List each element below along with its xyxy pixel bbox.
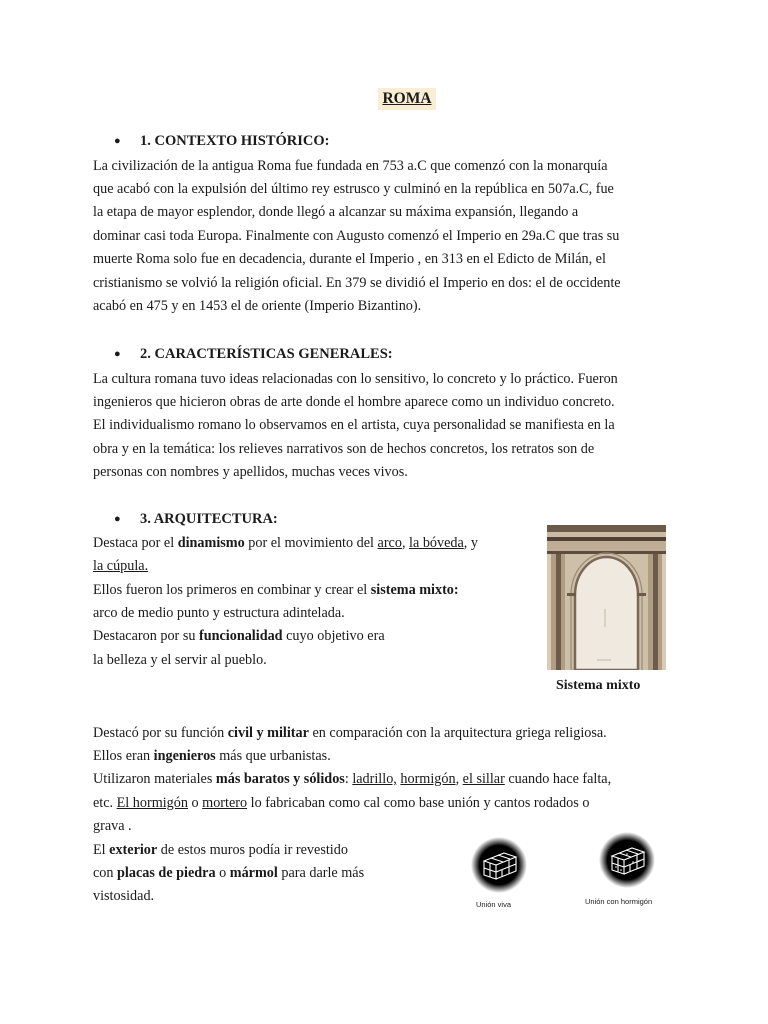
section-heading-contexto: ● 1. CONTEXTO HISTÓRICO: [114, 133, 330, 149]
text-run: etc. [93, 795, 117, 811]
paragraph-line: obra y en la temática: los relieves narrativos son de hechos concretos, los retratos son de [93, 441, 595, 457]
brick-wall-icon [471, 837, 527, 893]
paragraph-line [93, 771, 611, 788]
bold-term: funcionalidad [198, 628, 283, 644]
paragraph-line: muerte Roma solo fue en decadencia, durante el Imperio , en 313 en el Edicto de Milán, el [93, 251, 606, 267]
paragraph-line: dominar casi toda Europa. Finalmente con Augusto comenzó el Imperio en 29a.C que tras su [93, 228, 620, 244]
paragraph-line [93, 535, 478, 552]
bold-term: ingenieros [153, 748, 216, 764]
text-run: arco de medio punto y estructura adintelada. [93, 605, 345, 621]
text-run: por el movimiento del [244, 535, 378, 551]
paragraph-line: la etapa de mayor esplendor, donde llegó a alcanzar su máxima expansión, llegando a [93, 204, 579, 220]
paragraph-line: cristianismo se volvió la religión oficial. En 379 se dividió el Imperio en dos: el de occidente [93, 275, 621, 291]
bullet-icon: ● [114, 135, 121, 147]
underlined-term: hormigón [400, 771, 456, 787]
bullet-icon: ● [114, 348, 121, 360]
figure-caption: Sistema mixto [556, 678, 641, 693]
bold-term: más baratos y sólidos [215, 771, 345, 787]
paragraph-line [93, 725, 607, 742]
paragraph-line [93, 748, 331, 765]
paragraph-line: acabó en 475 y en 1453 el de oriente (Imperio Bizantino). [93, 298, 422, 314]
paragraph-line [93, 628, 385, 645]
paragraph-line [93, 842, 348, 859]
brick-wall-concrete-icon [599, 832, 655, 888]
text-run: para darle más [277, 865, 365, 881]
paragraph-line [93, 795, 589, 812]
figure-caption: Unión con hormigón [585, 897, 653, 906]
text-run: : [344, 771, 353, 787]
text-run: o [187, 795, 203, 811]
text-run: en comparación con la arquitectura griega religiosa. [308, 725, 607, 741]
page-title: ROMA [378, 88, 436, 110]
underlined-term: la cúpula. [93, 558, 149, 574]
text-run: El [93, 842, 110, 858]
paragraph-line: La civilización de la antigua Roma fue fundada en 753 a.C que comenzó con la monarquía [93, 158, 608, 174]
text-run: , [455, 771, 463, 787]
underlined-term: arco [377, 535, 402, 551]
sistema-mixto-image [547, 525, 666, 670]
text-run: de estos muros podía ir revestido [157, 842, 348, 858]
text-run: , [401, 535, 410, 551]
bold-term: mármol [229, 865, 278, 881]
text-run: Ellos eran [93, 748, 154, 764]
paragraph-line [93, 605, 345, 622]
paragraph-line [93, 888, 154, 905]
bold-term: sistema mixto: [370, 582, 459, 598]
bold-term: exterior [109, 842, 158, 858]
text-run: Destaca por el [93, 535, 178, 551]
paragraph-line: La cultura romana tuvo ideas relacionadas con lo sensitivo, lo concreto y lo práctico. Fueron [93, 371, 618, 387]
text-run: Utilizaron materiales [93, 771, 216, 787]
paragraph-line [93, 818, 132, 835]
paragraph-line: El individualismo romano lo observamos en el artista, cuya personalidad se manifiesta en la [93, 417, 615, 433]
paragraph-line [93, 582, 459, 599]
paragraph-line [93, 558, 148, 575]
text-run: grava . [93, 818, 132, 834]
text-run: la belleza y el servir al pueblo. [93, 652, 267, 668]
underlined-term: la bóveda [409, 535, 464, 551]
underlined-term: el sillar [462, 771, 505, 787]
section-heading-arquitectura: ● 3. ARQUITECTURA: [114, 511, 278, 527]
paragraph-line [93, 865, 364, 882]
bold-term: dinamismo [177, 535, 245, 551]
underlined-term: El hormigón [116, 795, 188, 811]
text-run: con [93, 865, 118, 881]
paragraph-line: ingenieros que hicieron obras de arte donde el hombre aparece como un individuo concreto. [93, 394, 615, 410]
text-run: lo fabricaban como cal como base unión y cantos rodados o [247, 795, 590, 811]
underlined-term: mortero [202, 795, 248, 811]
text-run: vistosidad. [93, 888, 155, 904]
text-run: Ellos fueron los primeros en combinar y crear el [93, 582, 371, 598]
bold-term: placas de piedra [117, 865, 216, 881]
bullet-icon: ● [114, 513, 121, 525]
section-heading-caracteristicas: ● 2. CARACTERÍSTICAS GENERALES: [114, 346, 393, 362]
text-run: más que urbanistas. [215, 748, 331, 764]
underlined-term: ladrillo, [352, 771, 397, 787]
bold-term: civil y militar [227, 725, 309, 741]
text-run: cuando hace falta, [504, 771, 612, 787]
text-run: , y [463, 535, 478, 551]
paragraph-line: que acabó con la expulsión del último rey estrusco y culminó en la república en 507a.C, fue [93, 181, 614, 197]
text-run: cuyo objetivo era [282, 628, 385, 644]
paragraph-line [93, 652, 267, 669]
paragraph-line: personas con nombres y apellidos, muchas veces vivos. [93, 464, 408, 480]
text-run: Destacaron por su [93, 628, 199, 644]
figure-caption: Unión viva [476, 900, 512, 909]
text-run: o [215, 865, 230, 881]
text-run: Destacó por su función [93, 725, 228, 741]
